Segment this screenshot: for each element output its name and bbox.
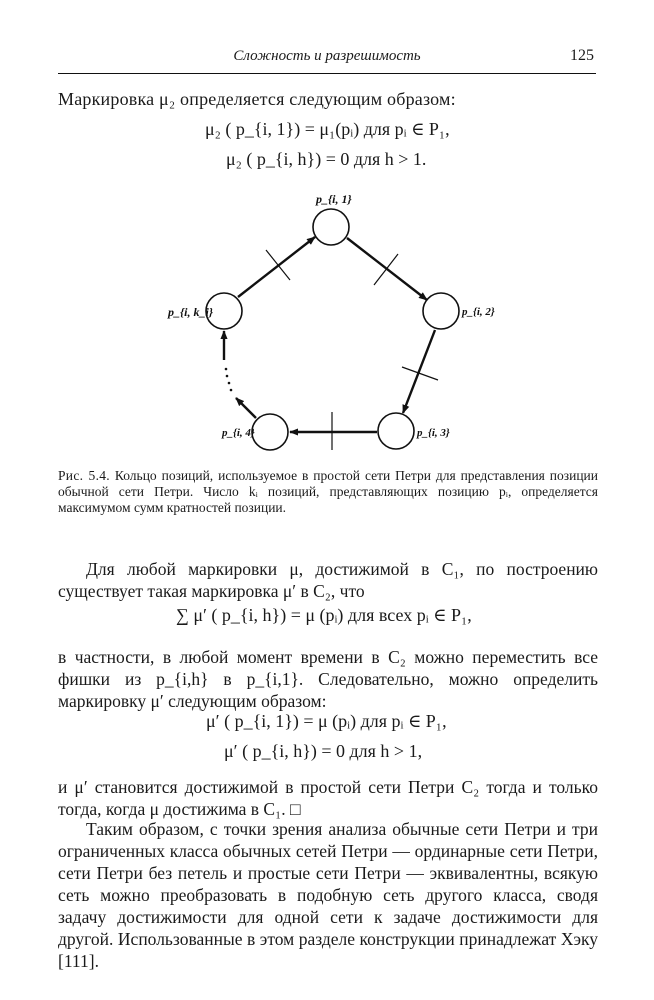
arc-ki-to-1 — [238, 237, 315, 297]
formula2: ∑ μ′ ( p_{i, h}) = μ (pᵢ) для всех pᵢ ∈ P₁, — [176, 605, 472, 625]
paragraph-4-text: Таким образом, с точки зрения анализа обычные сети Петри и три ограниченных класса обычных сетей Петри — ординарные сети Петри, сети Петри без петель и простые сети Петри — эквивалентны, всякую сеть можно преобразовать в подобную сеть другого класса, сводя задачу достижимости для одной сети к задаче достижимости для другой. Использованные в этом разделе конструкции принадлежат Хэку [111]. — [58, 819, 598, 971]
label-p-i-3: p_{i, 3} — [417, 427, 450, 439]
paragraph-3: и μ′ становится достижимой в простой сети Петри C₂ тогда и только тогда, когда μ достижима в C₁. □ — [58, 777, 598, 819]
formula3-line1: μ′ ( p_{i, 1}) = μ (pᵢ) для pᵢ ∈ P₁, — [206, 711, 447, 731]
label-p-i-4: p_{i, 4} — [222, 427, 255, 439]
place-p-i-2 — [423, 293, 459, 329]
place-p-i-4 — [252, 414, 288, 450]
transition-ki-1 — [266, 250, 290, 280]
label-p-i-2: p_{i, 2} — [462, 306, 495, 318]
arc-4-to-dots — [236, 398, 256, 418]
caption-text: Кольцо позиций, используемое в простой сети Петри для представления позиции обычной сети Петри. Число kᵢ позиций, представляющих позицию pᵢ, определяется максимумом сумм кратностей позиции. — [58, 468, 598, 515]
paragraph-1-text: Для любой маркировки μ, достижимой в C₁, по построению существует такая маркировка μ′ в C₂, что — [58, 559, 598, 601]
formula1-line1: μ₂ ( p_{i, 1}) = μ₁(pᵢ) для pᵢ ∈ P₁, — [205, 119, 450, 139]
formula1-line2: μ₂ ( p_{i, h}) = 0 для h > 1. — [226, 149, 427, 169]
arc-2-to-3 — [403, 330, 435, 413]
caption-lead: Рис. 5.4. — [58, 468, 110, 483]
label-p-i-1: p_{i, 1} — [316, 192, 352, 206]
label-p-i-ki: p_{i, k_i} — [168, 305, 214, 319]
page-number: 125 — [570, 47, 594, 64]
formula3-line2: μ′ ( p_{i, h}) = 0 для h > 1, — [224, 741, 423, 761]
ellipsis-dots — [225, 368, 233, 392]
figure-caption — [58, 468, 598, 516]
paragraph-2: в частности, в любой момент времени в C₂ можно переместить все фишки из p_{i,h} в p_{i,1}. Следовательно, можно определить маркировку μ′ следующим образом: — [58, 647, 598, 711]
running-header-title: Сложность и разрешимость — [233, 48, 421, 64]
place-p-i-1 — [313, 209, 349, 245]
place-p-i-3 — [378, 413, 414, 449]
paragraph-4 — [58, 818, 598, 972]
transition-1-2 — [374, 254, 398, 285]
intro-line: Маркировка μ₂ определяется следующим образом: — [58, 89, 456, 109]
place-ring-diagram — [0, 0, 654, 470]
paragraph-1 — [58, 558, 598, 602]
